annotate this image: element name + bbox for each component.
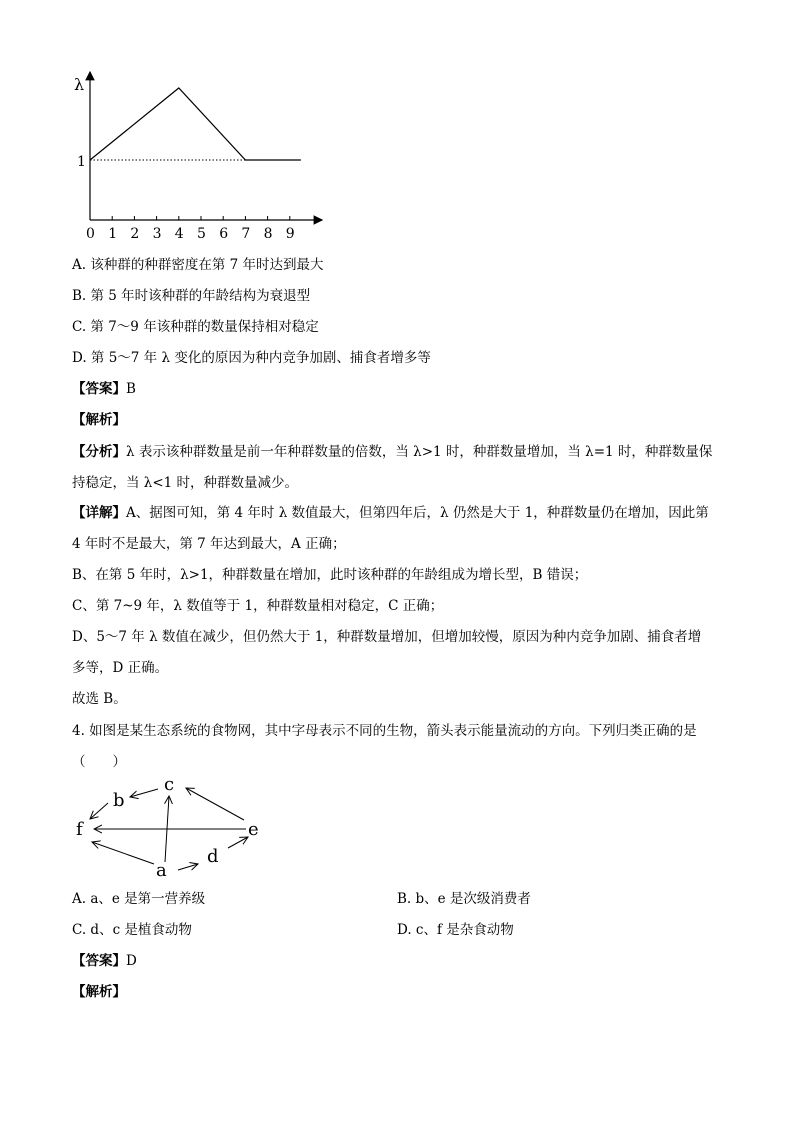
arrow-e-c <box>186 788 244 820</box>
node-f: f <box>76 819 83 840</box>
q4-option-d: D. c、f 是杂食动物 <box>397 922 514 938</box>
q3-option-c: C. 第 7～9 年该种群的数量保持相对稳定 <box>72 319 319 335</box>
q3-analysis-label: 【解析】 <box>72 412 126 428</box>
q3-fenxi-line-2: 持稳定，当 λ<1 时，种群数量减少。 <box>72 475 299 491</box>
x-tick-label: 7 <box>241 226 251 242</box>
answer-label: 【答案】 <box>72 381 126 397</box>
arrow-a-f <box>92 842 154 864</box>
q3-fenxi-line-1: 【分析】λ 表示该种群数量是前一年种群数量的倍数，当 λ>1 时，种群数量增加，当 λ=1 时，种群数量保 <box>72 444 713 460</box>
q3-answer <box>72 380 136 398</box>
q4-answer <box>72 952 137 970</box>
arrow-a-d <box>178 864 198 870</box>
arrow-d-e <box>228 837 248 848</box>
x-tick-label: 9 <box>285 226 295 242</box>
q3-xiangjie-line-6: 多等，D 正确。 <box>72 660 169 676</box>
node-e: e <box>248 819 259 840</box>
x-tick-label: 6 <box>219 226 229 242</box>
x-tick-label: 0 <box>86 226 95 242</box>
answer-value: B <box>126 381 136 397</box>
xiangjie-label: 【详解】 <box>72 505 126 521</box>
q4-option-c: C. d、c 是植食动物 <box>72 922 192 938</box>
q3-option-d: D. 第 5～7 年 λ 变化的原因为种内竞争加剧、捕食者增多等 <box>72 350 431 366</box>
q3-conclusion: 故选 B。 <box>72 691 127 707</box>
q3-option-b: B. 第 5 年时该种群的年龄结构为衰退型 <box>72 288 311 304</box>
arrow-c-b <box>130 789 158 797</box>
q3-xiangjie-line-5: D、5～7 年 λ 数值在减少，但仍然大于 1，种群数量增加，但增加较慢，原因为种内竞争加剧、捕食者增 <box>72 629 702 645</box>
y-axis-label: λ <box>74 75 85 94</box>
q4-stem-line-1: 4. 如图是某生态系统的食物网，其中字母表示不同的生物，箭头表示能量流动的方向。下列归类正确的是 <box>72 723 697 739</box>
q4-stem-line-2: （ ） <box>72 754 126 770</box>
q4-option-b: B. b、e 是次级消费者 <box>397 891 531 907</box>
node-d: d <box>207 846 219 867</box>
answer-label: 【答案】 <box>72 953 126 969</box>
q4-analysis-label: 【解析】 <box>72 984 126 1000</box>
node-a: a <box>156 860 167 880</box>
y-tick-label: 1 <box>77 154 86 170</box>
fenxi-label: 【分析】 <box>72 444 126 460</box>
node-c: c <box>164 774 175 795</box>
x-tick-label: 8 <box>263 226 273 242</box>
x-tick-label: 5 <box>197 226 206 242</box>
q3-xiangjie-line-3: B、在第 5 年时，λ>1，种群数量在增加，此时该种群的年龄组成为增长型，B 错误； <box>72 567 588 583</box>
arrow-b-f <box>90 803 108 819</box>
q4-option-a: A. a、e 是第一营养级 <box>72 891 206 907</box>
food-web-diagram <box>70 770 270 880</box>
answer-value: D <box>126 953 137 969</box>
lambda-chart <box>60 60 340 250</box>
q3-xiangjie-line-1: 【详解】A、据图可知，第 4 年时 λ 数值最大，但第四年后，λ 仍然是大于 1，种群数量仍在增加，因此第 <box>72 505 709 521</box>
series-line <box>90 88 301 160</box>
q3-xiangjie-line-4: C、第 7~9 年，λ 数值等于 1，种群数量相对稳定，C 正确； <box>72 598 444 614</box>
x-tick-label: 4 <box>174 226 184 242</box>
node-b: b <box>113 790 125 811</box>
x-tick-label: 2 <box>130 226 140 242</box>
q3-option-a: A. 该种群的种群密度在第 7 年时达到最大 <box>72 257 324 273</box>
q3-xiangjie-line-2: 4 年时不是最大，第 7 年达到最大，A 正确； <box>72 536 346 552</box>
x-tick-label: 1 <box>108 226 118 242</box>
x-tick-label: 3 <box>152 226 162 242</box>
